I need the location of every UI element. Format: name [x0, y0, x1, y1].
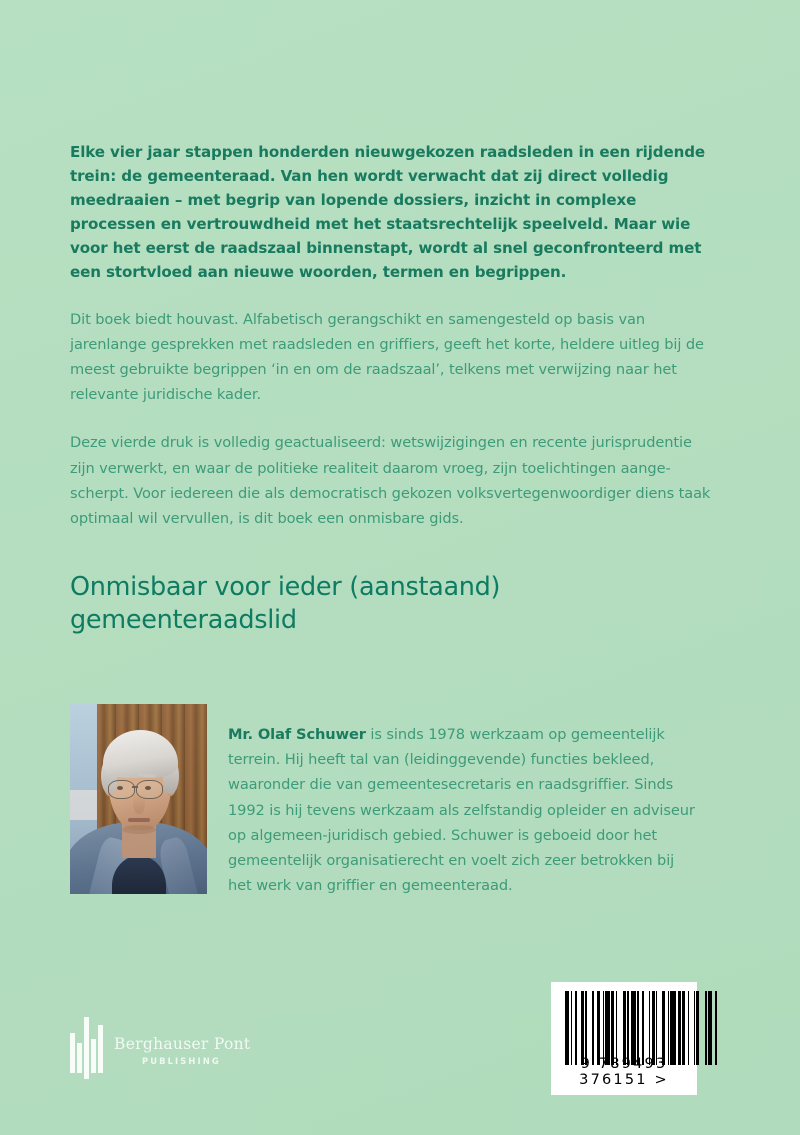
lead-paragraph: Elke vier jaar stappen honderden nieuwgekozen raadsleden in een rijdende trein: de gemeenteraad. Van hen wordt verwacht dat zij direct volledig meedraaien – met begrip van lopende dossiers, inzicht in complexe processen en vertrouwdheid met het staatsrechtelijk speelveld. Maar wie voor het eerst de raadszaal binnenstapt, wordt al snel geconfronteerd met een stortvloed aan nieuwe woorden, termen en begrippen.	[70, 143, 706, 282]
author-bio-text: is sinds 1978 werkzaam op gemeentelijk terrein. Hij heeft tal van (leidinggevende) functies bekleed, waaronder die van gemeentesecretaris en raadsgriffier. Sinds 1992 is hij tevens werkzaam als zelfstandig opleider en adviseur op algemeen-juridisch gebied. Schuwer is geboeid door het gemeentelijk organisatierecht en voelt zich zeer betrokken bij het werk van griffier en gemeenteraad.	[228, 726, 695, 895]
publisher-name: Berghauser Pont	[114, 1035, 251, 1053]
author-name: Mr. Olaf Schuwer	[228, 726, 366, 743]
blurb-text-block	[70, 140, 712, 554]
publisher-tagline: PUBLISHING	[142, 1056, 221, 1066]
photo-overlay	[70, 704, 207, 894]
barcode-digits: 9 789493 376151 >	[579, 1056, 669, 1088]
author-bio	[228, 722, 698, 898]
headline-line-1: Onmisbaar voor ieder (aanstaand)	[70, 572, 501, 602]
barcode-bars	[565, 991, 718, 1065]
publisher-logo-mark-icon	[70, 1011, 108, 1073]
headline-line-2: gemeenteraadslid	[70, 605, 297, 635]
author-photo	[70, 704, 207, 894]
barcode	[551, 982, 697, 1095]
blurb-paragraph-2: Dit boek biedt houvast. Alfabetisch gerangschikt en samengesteld op basis van jarenlange gesprekken met raadsleden en griffiers, geeft het korte, heldere uitleg bij de meest gebruikte begrippen ‘in en om de raadszaal’, telkens met verwijzing naar het relevante juridische kader.	[70, 310, 704, 404]
headline	[70, 571, 670, 637]
blurb-paragraph-3: Deze vierde druk is volledig geactualiseerd: wetswijzigingen en recente jurisprudentie zijn verwerkt, en waar de politieke realiteit daarom vroeg, zijn toelichtingen aange-scherpt. Voor iedereen die als democratisch gekozen volksvertegenwoordiger diens taak optimaal wil vervullen, is dit boek een onmisbare gids.	[70, 434, 711, 527]
publisher-logo	[70, 1009, 270, 1081]
